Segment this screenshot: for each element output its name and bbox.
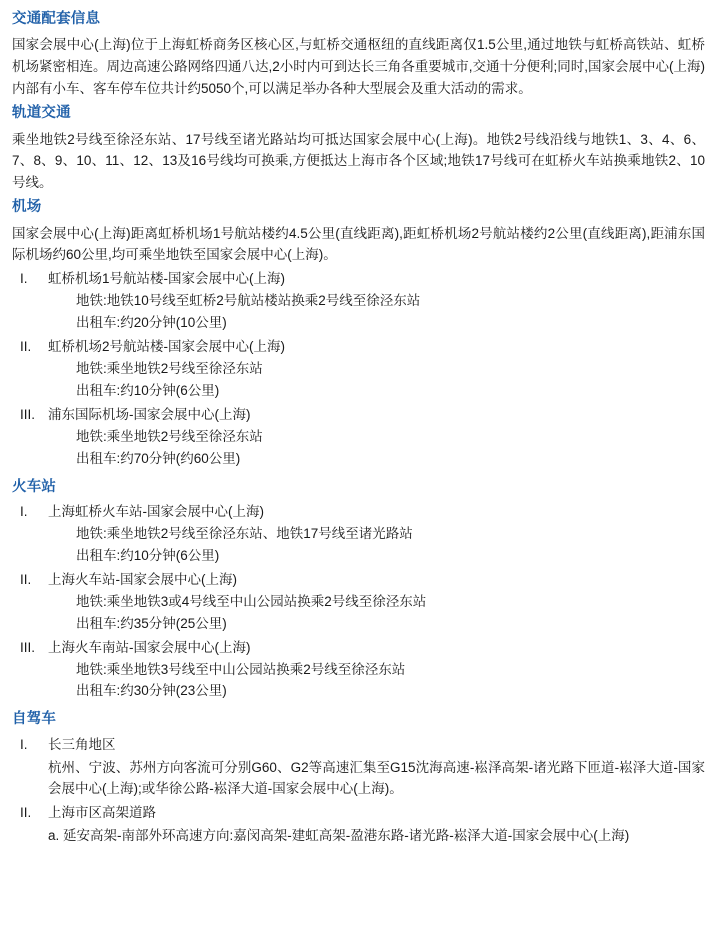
list-item-title: 浦东国际机场-国家会展中心(上海) [48,406,251,422]
list-item-detail: 出租车:约10分钟(6公里) [76,547,220,563]
list-item-detail: 出租车:约30分钟(23公里) [76,683,227,699]
list-item-detail: 地铁:乘坐地铁3或4号线至中山公园站换乘2号线至徐泾东站 [76,593,427,609]
list-item-number: I. [20,736,28,752]
list-item-number: III. [20,639,36,655]
section-self-drive [12,708,705,846]
section-heading: 轨道交通 [12,105,71,122]
list-item-title: 上海火车南站-国家会展中心(上海) [48,639,251,655]
section-airport [12,196,705,469]
list-item-detail: 出租车:约70分钟(约60公里) [76,450,241,466]
list-item-detail: 地铁:乘坐地铁2号线至徐泾东站 [76,428,263,444]
list-item-number: II. [20,571,32,587]
list-item-body [48,570,705,635]
list-item [12,570,705,635]
list-item-body [48,803,705,847]
section-heading: 交通配套信息 [12,11,101,27]
section-heading: 火车站 [12,478,57,495]
section-transport-info [12,8,705,100]
list-item-detail: 地铁:乘坐地铁2号线至徐泾东站、地铁17号线至诸光路站 [76,525,413,541]
list-item [12,803,705,847]
list-item-body [48,337,705,402]
list-item-title: 上海虹桥火车站-国家会展中心(上海) [48,504,264,520]
list-item-paragraph: a. 延安高架-南部外环高速方向:嘉闵高架-建虹高架-盈港东路-诸光路-崧泽大道-国家会展中心(上海) [48,827,630,843]
list-item [12,269,705,334]
paragraph: 国家会展中心(上海)距离虹桥机场1号航站楼约4.5公里(直线距离),距虹桥机场2号航站楼约2公里(直线距离),距浦东国际机场约60公里,均可乘坐地铁至国家会展中心(上海)。 [12,225,705,263]
list-item-detail: 出租车:约10分钟(6公里) [76,382,220,398]
section-heading: 自驾车 [12,711,57,728]
list-item-title: 长三角地区 [48,736,116,752]
list-item-title: 上海火车站-国家会展中心(上海) [48,571,237,587]
list-item-paragraph: 杭州、宁波、苏州方向客流可分别G60、G2等高速汇集至G15沈海高速-崧泽高架-诸光路下匝道-崧泽大道-国家会展中心(上海);或华徐公路-崧泽大道-国家会展中心(上海)。 [48,759,705,797]
list-item-detail: 出租车:约35分钟(25公里) [76,615,227,631]
list-item [12,502,705,567]
list-item-detail: 地铁:乘坐地铁2号线至徐泾东站 [76,360,263,376]
paragraph: 国家会展中心(上海)位于上海虹桥商务区核心区,与虹桥交通枢纽的直线距离仅1.5公里,通过地铁与虹桥高铁站、虹桥机场紧密相连。周边高速公路网络四通八达,2小时内可到达长三角各重要城市,交通十分便利;同时,国家会展中心(上海)内部有小车、客车停车位共计约5050个,可以满足举办各种大型展会及重大活动的需求。 [12,37,706,97]
list-item [12,735,705,800]
list-item-title: 虹桥机场2号航站楼-国家会展中心(上海) [48,339,285,355]
list-item-number: I. [20,271,28,287]
list-item [12,405,705,470]
list-item [12,337,705,402]
list-item-detail: 出租车:约20分钟(10公里) [76,315,227,331]
list-item-number: II. [20,804,32,820]
list-item-body [48,269,705,334]
list-item-detail: 地铁:乘坐地铁3号线至中山公园站换乘2号线至徐泾东站 [76,661,406,677]
list-item [12,638,705,703]
section-rail-transit [12,102,705,194]
list-item-body [48,502,705,567]
list-item-number: III. [20,406,36,422]
list-item-body [48,638,705,703]
list-item-detail: 地铁:地铁10号线至虹桥2号航站楼站换乘2号线至徐泾东站 [76,293,421,309]
section-heading: 机场 [12,199,42,216]
list-item-number: I. [20,504,28,520]
paragraph: 乘坐地铁2号线至徐泾东站、17号线至诸光路站均可抵达国家会展中心(上海)。地铁2号线沿线与地铁1、3、4、6、7、8、9、10、11、12、13及16号线均可换乘,方便抵达上海市各个区域;地铁17号线可在虹桥火车站换乘地铁2、10号线。 [12,131,705,191]
section-train-station [12,476,705,703]
list-item-body [48,735,705,800]
list-item-number: II. [20,339,32,355]
list-item-title: 虹桥机场1号航站楼-国家会展中心(上海) [48,271,285,287]
list-item-title: 上海市区高架道路 [48,804,156,820]
list-item-body [48,405,705,470]
